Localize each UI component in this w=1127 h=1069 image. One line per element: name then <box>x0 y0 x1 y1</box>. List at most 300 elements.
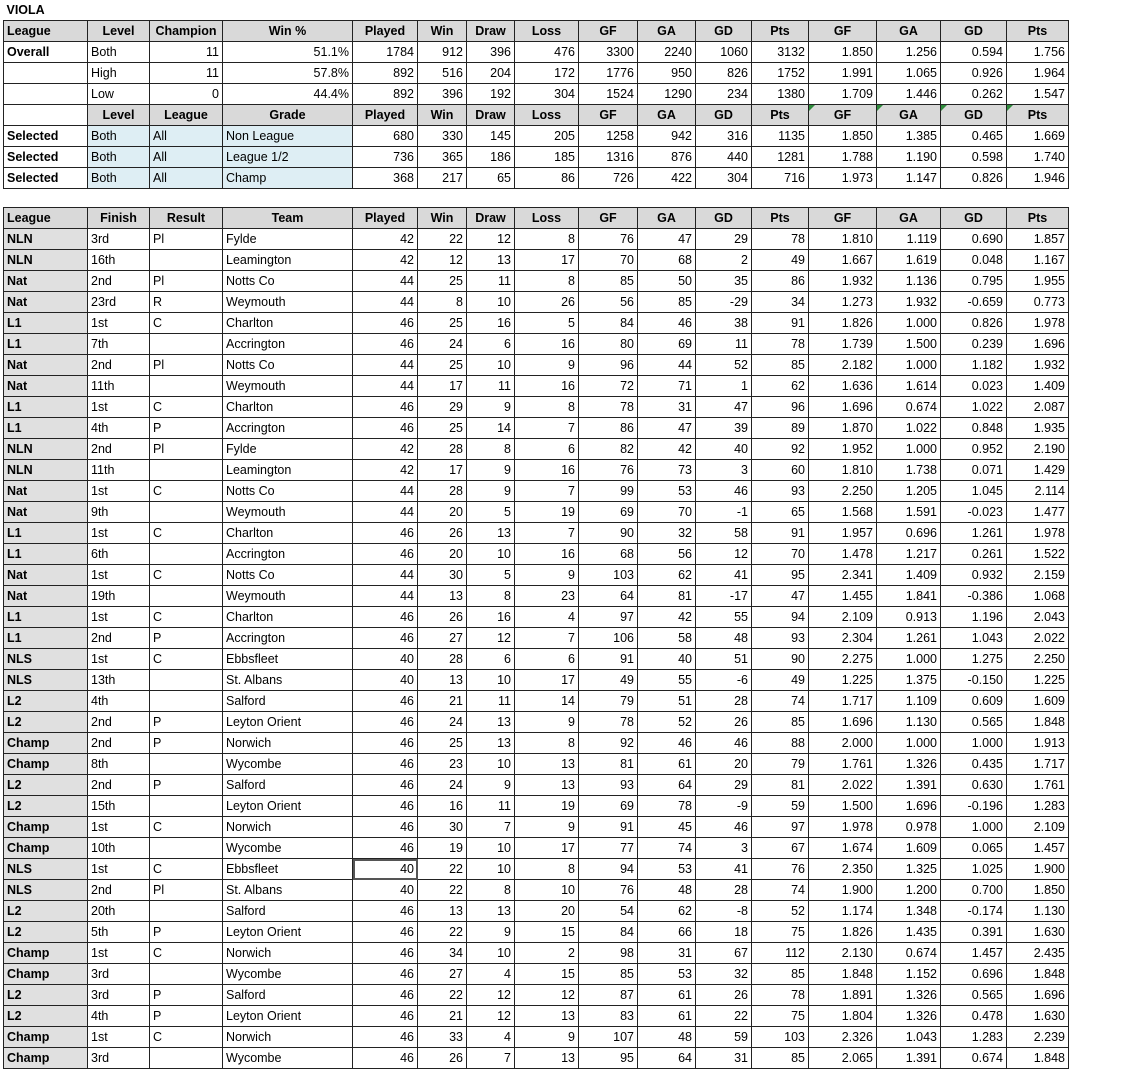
detail-league-cell[interactable]: Champ <box>4 964 88 985</box>
detail-cell[interactable]: 69 <box>579 502 638 523</box>
detail-cell[interactable]: 0.674 <box>941 1048 1007 1069</box>
summary-cell[interactable]: 1.709 <box>809 84 877 105</box>
detail-cell[interactable]: 46 <box>353 1048 418 1069</box>
summary-cell[interactable]: 826 <box>696 63 752 84</box>
detail-cell[interactable]: 107 <box>579 1027 638 1048</box>
detail-cell[interactable]: Norwich <box>223 817 353 838</box>
summary-cell[interactable]: 1290 <box>638 84 696 105</box>
detail-cell[interactable]: -17 <box>696 586 752 607</box>
detail-cell[interactable]: 44 <box>353 292 418 313</box>
summary-cell[interactable]: 950 <box>638 63 696 84</box>
detail-cell[interactable]: 46 <box>353 985 418 1006</box>
detail-cell[interactable]: 7 <box>467 1048 515 1069</box>
detail-cell[interactable]: 2nd <box>88 439 150 460</box>
detail-cell[interactable]: 95 <box>752 565 809 586</box>
detail-cell[interactable]: 1.957 <box>809 523 877 544</box>
detail-cell[interactable]: 2.250 <box>809 481 877 502</box>
detail-cell[interactable]: 1.522 <box>1007 544 1069 565</box>
detail-cell[interactable]: 59 <box>752 796 809 817</box>
detail-cell[interactable]: 47 <box>696 397 752 418</box>
detail-league-cell[interactable]: Champ <box>4 754 88 775</box>
detail-cell[interactable]: C <box>150 943 223 964</box>
detail-cell[interactable]: Weymouth <box>223 292 353 313</box>
detail-league-cell[interactable]: Nat <box>4 355 88 376</box>
detail-cell[interactable]: 59 <box>696 1027 752 1048</box>
detail-cell[interactable]: 1.717 <box>809 691 877 712</box>
detail-cell[interactable]: 1.591 <box>877 502 941 523</box>
detail-cell[interactable]: 29 <box>696 229 752 250</box>
detail-league-cell[interactable]: Champ <box>4 1048 88 1069</box>
detail-cell[interactable]: 0.848 <box>941 418 1007 439</box>
detail-cell[interactable] <box>150 964 223 985</box>
detail-league-cell[interactable]: NLN <box>4 460 88 481</box>
detail-cell[interactable]: 1.761 <box>809 754 877 775</box>
detail-league-cell[interactable]: L1 <box>4 628 88 649</box>
detail-cell[interactable]: Ebbsfleet <box>223 649 353 670</box>
detail-cell[interactable]: 9 <box>467 775 515 796</box>
detail-league-cell[interactable]: NLN <box>4 229 88 250</box>
detail-cell[interactable]: C <box>150 565 223 586</box>
detail-cell[interactable]: 15th <box>88 796 150 817</box>
detail-league-cell[interactable]: Nat <box>4 502 88 523</box>
detail-cell[interactable]: 0.048 <box>941 250 1007 271</box>
detail-cell[interactable]: -29 <box>696 292 752 313</box>
detail-cell[interactable]: 1.810 <box>809 229 877 250</box>
detail-cell[interactable]: 0.239 <box>941 334 1007 355</box>
detail-cell[interactable]: 61 <box>638 754 696 775</box>
detail-cell[interactable]: 29 <box>418 397 467 418</box>
detail-cell[interactable]: 9th <box>88 502 150 523</box>
detail-cell[interactable]: 1.932 <box>809 271 877 292</box>
detail-cell[interactable]: 10 <box>515 880 579 901</box>
detail-cell[interactable]: 26 <box>418 607 467 628</box>
detail-cell[interactable]: 8 <box>515 397 579 418</box>
detail-cell[interactable]: 97 <box>579 607 638 628</box>
selected-header-cell[interactable]: GF <box>809 105 877 126</box>
summary-cell[interactable]: 1524 <box>579 84 638 105</box>
detail-cell[interactable]: 78 <box>579 397 638 418</box>
detail-cell[interactable]: 94 <box>752 607 809 628</box>
detail-cell[interactable]: 1.043 <box>941 628 1007 649</box>
detail-cell[interactable]: 46 <box>353 964 418 985</box>
detail-cell[interactable]: 76 <box>579 880 638 901</box>
detail-cell[interactable]: 71 <box>638 376 696 397</box>
detail-cell[interactable]: 1.614 <box>877 376 941 397</box>
summary-cell[interactable]: 1752 <box>752 63 809 84</box>
summary-header-cell[interactable]: GF <box>579 21 638 42</box>
detail-cell[interactable]: 1.717 <box>1007 754 1069 775</box>
detail-cell[interactable]: 0.478 <box>941 1006 1007 1027</box>
detail-cell[interactable]: Salford <box>223 775 353 796</box>
detail-cell[interactable]: 8 <box>515 271 579 292</box>
detail-cell[interactable]: Pl <box>150 229 223 250</box>
detail-league-cell[interactable]: NLN <box>4 439 88 460</box>
summary-header-cell[interactable]: Win <box>418 21 467 42</box>
detail-cell[interactable]: 17 <box>515 250 579 271</box>
detail-cell[interactable]: 78 <box>579 712 638 733</box>
detail-cell[interactable]: P <box>150 985 223 1006</box>
selected-cell[interactable]: 1.740 <box>1007 147 1069 168</box>
detail-cell[interactable]: 0.932 <box>941 565 1007 586</box>
summary-cell[interactable]: 0.926 <box>941 63 1007 84</box>
selected-header-cell[interactable]: League <box>150 105 223 126</box>
detail-cell[interactable]: 4 <box>467 1027 515 1048</box>
selected-cell[interactable]: 1.669 <box>1007 126 1069 147</box>
detail-cell[interactable]: 1.932 <box>1007 355 1069 376</box>
detail-league-cell[interactable]: L2 <box>4 901 88 922</box>
selected-cell[interactable]: 1.946 <box>1007 168 1069 189</box>
detail-cell[interactable]: 16 <box>515 334 579 355</box>
detail-cell[interactable]: Pl <box>150 355 223 376</box>
summary-header-cell[interactable]: GD <box>941 21 1007 42</box>
detail-cell[interactable]: 15 <box>515 922 579 943</box>
detail-cell[interactable]: 96 <box>579 355 638 376</box>
detail-cell[interactable]: 91 <box>579 817 638 838</box>
selected-cell[interactable]: 1.190 <box>877 147 941 168</box>
detail-cell[interactable]: 40 <box>638 649 696 670</box>
summary-cell[interactable]: 11 <box>150 42 223 63</box>
detail-cell[interactable]: Wycombe <box>223 754 353 775</box>
detail-cell[interactable]: 19th <box>88 586 150 607</box>
detail-league-cell[interactable]: L2 <box>4 775 88 796</box>
detail-cell[interactable]: 41 <box>696 565 752 586</box>
detail-cell[interactable]: 85 <box>579 964 638 985</box>
detail-cell[interactable]: 99 <box>579 481 638 502</box>
selected-cell[interactable]: 1258 <box>579 126 638 147</box>
detail-cell[interactable]: 17 <box>515 838 579 859</box>
detail-cell[interactable]: 1st <box>88 1027 150 1048</box>
detail-cell[interactable]: 93 <box>752 481 809 502</box>
detail-cell[interactable]: 46 <box>353 628 418 649</box>
detail-cell[interactable]: 1.810 <box>809 460 877 481</box>
detail-cell[interactable]: 2.109 <box>1007 817 1069 838</box>
selected-cell[interactable]: All <box>150 147 223 168</box>
detail-cell[interactable]: 44 <box>353 565 418 586</box>
detail-cell[interactable]: 86 <box>752 271 809 292</box>
detail-cell[interactable]: 4 <box>515 607 579 628</box>
detail-cell[interactable] <box>150 250 223 271</box>
detail-cell[interactable]: 0.696 <box>941 964 1007 985</box>
detail-cell[interactable]: 2.000 <box>809 733 877 754</box>
detail-cell[interactable]: 62 <box>752 376 809 397</box>
detail-cell[interactable]: 10th <box>88 838 150 859</box>
detail-cell[interactable]: 51 <box>696 649 752 670</box>
detail-cell[interactable]: 44 <box>638 355 696 376</box>
detail-cell[interactable]: 5 <box>467 565 515 586</box>
detail-cell[interactable]: 50 <box>638 271 696 292</box>
detail-cell[interactable]: 51 <box>638 691 696 712</box>
detail-cell[interactable]: 2nd <box>88 880 150 901</box>
detail-cell[interactable]: -0.196 <box>941 796 1007 817</box>
selected-header-cell[interactable]: Grade <box>223 105 353 126</box>
detail-cell[interactable]: 44 <box>353 481 418 502</box>
detail-cell[interactable]: 1.325 <box>877 859 941 880</box>
detail-cell[interactable]: 24 <box>418 334 467 355</box>
selected-cell[interactable]: 1.850 <box>809 126 877 147</box>
detail-cell[interactable]: 28 <box>418 439 467 460</box>
detail-cell[interactable]: 23rd <box>88 292 150 313</box>
detail-cell[interactable]: 30 <box>418 565 467 586</box>
detail-cell[interactable]: Weymouth <box>223 586 353 607</box>
detail-cell[interactable]: 44 <box>353 271 418 292</box>
detail-cell[interactable]: C <box>150 481 223 502</box>
detail-cell[interactable]: 1.900 <box>809 880 877 901</box>
detail-cell[interactable]: 1.850 <box>1007 880 1069 901</box>
detail-cell[interactable]: 60 <box>752 460 809 481</box>
detail-header-cell[interactable]: Loss <box>515 208 579 229</box>
summary-cell[interactable]: 1.850 <box>809 42 877 63</box>
selected-cell[interactable]: 1135 <box>752 126 809 147</box>
detail-cell[interactable]: 46 <box>353 523 418 544</box>
summary-header-cell[interactable]: GD <box>696 21 752 42</box>
selected-cell[interactable]: 0.598 <box>941 147 1007 168</box>
detail-cell[interactable]: 74 <box>752 880 809 901</box>
detail-cell[interactable]: 1.275 <box>941 649 1007 670</box>
detail-league-cell[interactable]: NLS <box>4 649 88 670</box>
summary-header-cell[interactable]: Played <box>353 21 418 42</box>
selected-cell[interactable]: 1.147 <box>877 168 941 189</box>
detail-cell[interactable]: 12 <box>696 544 752 565</box>
detail-cell[interactable]: 75 <box>752 1006 809 1027</box>
detail-cell[interactable]: C <box>150 313 223 334</box>
summary-header-cell[interactable]: Draw <box>467 21 515 42</box>
detail-cell[interactable]: 2nd <box>88 271 150 292</box>
detail-cell[interactable]: 10 <box>467 754 515 775</box>
detail-cell[interactable]: 25 <box>418 313 467 334</box>
detail-cell[interactable] <box>150 901 223 922</box>
detail-header-cell[interactable]: GF <box>579 208 638 229</box>
detail-cell[interactable]: 91 <box>752 313 809 334</box>
detail-cell[interactable]: 73 <box>638 460 696 481</box>
detail-cell[interactable]: 17 <box>418 460 467 481</box>
detail-cell[interactable]: 1st <box>88 817 150 838</box>
detail-cell[interactable]: 1.477 <box>1007 502 1069 523</box>
detail-cell[interactable]: 1.848 <box>1007 712 1069 733</box>
selected-cell[interactable]: 330 <box>418 126 467 147</box>
detail-cell[interactable]: 61 <box>638 1006 696 1027</box>
selected-cell[interactable]: 316 <box>696 126 752 147</box>
summary-row-label[interactable]: Overall <box>4 42 88 63</box>
detail-cell[interactable]: 1st <box>88 481 150 502</box>
selected-header-cell[interactable]: Draw <box>467 105 515 126</box>
detail-cell[interactable]: 1.200 <box>877 880 941 901</box>
detail-cell[interactable]: 81 <box>579 754 638 775</box>
detail-cell[interactable]: 90 <box>579 523 638 544</box>
selected-cell[interactable]: 0.465 <box>941 126 1007 147</box>
detail-cell[interactable]: 0.630 <box>941 775 1007 796</box>
detail-cell[interactable]: Accrington <box>223 418 353 439</box>
detail-cell[interactable]: 42 <box>638 439 696 460</box>
summary-cell[interactable]: 1.547 <box>1007 84 1069 105</box>
detail-league-cell[interactable]: NLS <box>4 880 88 901</box>
detail-cell[interactable]: 11 <box>467 691 515 712</box>
detail-cell[interactable]: 32 <box>638 523 696 544</box>
summary-cell[interactable]: 1.756 <box>1007 42 1069 63</box>
detail-cell[interactable]: 87 <box>579 985 638 1006</box>
detail-cell[interactable]: 2.350 <box>809 859 877 880</box>
detail-cell[interactable]: 8 <box>418 292 467 313</box>
detail-cell[interactable]: 5 <box>467 502 515 523</box>
detail-cell[interactable]: 70 <box>638 502 696 523</box>
detail-cell[interactable]: 22 <box>418 229 467 250</box>
detail-cell[interactable]: 1.326 <box>877 985 941 1006</box>
detail-cell[interactable]: 97 <box>752 817 809 838</box>
detail-cell[interactable]: 25 <box>418 418 467 439</box>
detail-cell[interactable]: 44 <box>353 376 418 397</box>
detail-league-cell[interactable]: L1 <box>4 418 88 439</box>
summary-cell[interactable]: 1.446 <box>877 84 941 105</box>
detail-cell[interactable]: 21 <box>418 691 467 712</box>
detail-cell[interactable]: 46 <box>353 733 418 754</box>
detail-header-cell[interactable]: Result <box>150 208 223 229</box>
detail-header-cell[interactable]: GA <box>877 208 941 229</box>
detail-cell[interactable]: 88 <box>752 733 809 754</box>
detail-cell[interactable]: Salford <box>223 985 353 1006</box>
detail-league-cell[interactable]: NLN <box>4 250 88 271</box>
detail-cell[interactable]: 53 <box>638 964 696 985</box>
detail-cell[interactable]: 77 <box>579 838 638 859</box>
detail-cell[interactable]: 7 <box>515 418 579 439</box>
detail-cell[interactable]: 2nd <box>88 775 150 796</box>
detail-cell[interactable]: 1.196 <box>941 607 1007 628</box>
detail-cell[interactable]: P <box>150 922 223 943</box>
detail-cell[interactable]: 46 <box>353 544 418 565</box>
detail-cell[interactable]: 68 <box>638 250 696 271</box>
selected-cell[interactable]: 1316 <box>579 147 638 168</box>
detail-cell[interactable]: 11 <box>467 376 515 397</box>
detail-cell[interactable]: 92 <box>752 439 809 460</box>
summary-cell[interactable]: 204 <box>467 63 515 84</box>
detail-cell[interactable]: 61 <box>638 985 696 1006</box>
detail-cell[interactable]: 39 <box>696 418 752 439</box>
detail-cell[interactable]: 13 <box>467 250 515 271</box>
detail-league-cell[interactable]: Nat <box>4 271 88 292</box>
detail-cell[interactable]: 4th <box>88 691 150 712</box>
detail-cell[interactable]: 74 <box>638 838 696 859</box>
detail-cell[interactable]: Charlton <box>223 313 353 334</box>
detail-cell[interactable]: 0.952 <box>941 439 1007 460</box>
selected-cell[interactable]: 186 <box>467 147 515 168</box>
detail-cell[interactable]: P <box>150 775 223 796</box>
detail-cell[interactable]: 78 <box>752 229 809 250</box>
detail-cell[interactable]: 28 <box>418 649 467 670</box>
detail-cell[interactable]: 26 <box>696 712 752 733</box>
detail-cell[interactable]: 0.065 <box>941 838 1007 859</box>
selected-cell[interactable]: 440 <box>696 147 752 168</box>
detail-cell[interactable]: 40 <box>353 880 418 901</box>
detail-cell[interactable]: 1.136 <box>877 271 941 292</box>
detail-cell[interactable]: 26 <box>696 985 752 1006</box>
detail-cell[interactable]: 46 <box>638 313 696 334</box>
detail-cell[interactable]: 16 <box>515 544 579 565</box>
detail-cell[interactable]: 98 <box>579 943 638 964</box>
detail-cell[interactable]: 1.022 <box>877 418 941 439</box>
detail-cell[interactable]: 89 <box>752 418 809 439</box>
detail-cell[interactable]: 64 <box>638 775 696 796</box>
detail-cell[interactable]: 46 <box>353 712 418 733</box>
detail-cell[interactable]: 20 <box>418 502 467 523</box>
detail-cell[interactable]: 20 <box>696 754 752 775</box>
detail-cell[interactable]: 2.159 <box>1007 565 1069 586</box>
detail-cell[interactable]: 28 <box>696 880 752 901</box>
detail-cell[interactable]: 0.696 <box>877 523 941 544</box>
detail-cell[interactable]: 1.870 <box>809 418 877 439</box>
detail-cell[interactable] <box>150 754 223 775</box>
detail-cell[interactable]: 1.952 <box>809 439 877 460</box>
detail-cell[interactable]: Charlton <box>223 607 353 628</box>
detail-cell[interactable]: 1.609 <box>877 838 941 859</box>
detail-cell[interactable]: 70 <box>579 250 638 271</box>
detail-cell[interactable]: 46 <box>353 1006 418 1027</box>
detail-cell[interactable]: 16 <box>418 796 467 817</box>
detail-cell[interactable]: 11 <box>696 334 752 355</box>
detail-league-cell[interactable]: L2 <box>4 691 88 712</box>
detail-cell[interactable]: 9 <box>467 397 515 418</box>
detail-cell[interactable]: 1.391 <box>877 775 941 796</box>
summary-cell[interactable]: 396 <box>467 42 515 63</box>
detail-cell[interactable] <box>150 334 223 355</box>
detail-league-cell[interactable]: Nat <box>4 376 88 397</box>
detail-cell[interactable]: 82 <box>579 439 638 460</box>
detail-header-cell[interactable]: Pts <box>1007 208 1069 229</box>
detail-cell[interactable]: 40 <box>353 670 418 691</box>
summary-row-label[interactable] <box>4 63 88 84</box>
detail-cell[interactable]: 42 <box>353 229 418 250</box>
detail-cell[interactable]: 1st <box>88 607 150 628</box>
detail-cell[interactable]: 19 <box>515 796 579 817</box>
summary-cell[interactable]: 57.8% <box>223 63 353 84</box>
detail-cell[interactable]: 1.841 <box>877 586 941 607</box>
detail-cell[interactable]: 8 <box>515 859 579 880</box>
detail-cell[interactable]: 2.435 <box>1007 943 1069 964</box>
detail-cell[interactable]: 85 <box>752 712 809 733</box>
detail-league-cell[interactable]: L2 <box>4 712 88 733</box>
detail-cell[interactable]: 18 <box>696 922 752 943</box>
detail-cell[interactable]: 3rd <box>88 985 150 1006</box>
detail-cell[interactable]: 26 <box>515 292 579 313</box>
detail-cell[interactable]: 12 <box>467 985 515 1006</box>
detail-cell[interactable]: 76 <box>752 859 809 880</box>
detail-cell[interactable]: 10 <box>467 544 515 565</box>
detail-cell[interactable]: 55 <box>638 670 696 691</box>
detail-cell[interactable]: 1.848 <box>1007 1048 1069 1069</box>
detail-cell[interactable]: 0.435 <box>941 754 1007 775</box>
detail-cell[interactable]: 9 <box>467 481 515 502</box>
detail-cell[interactable]: Accrington <box>223 334 353 355</box>
detail-cell[interactable]: 1.109 <box>877 691 941 712</box>
detail-cell[interactable]: 52 <box>696 355 752 376</box>
detail-cell[interactable]: 1st <box>88 313 150 334</box>
detail-league-cell[interactable]: L1 <box>4 313 88 334</box>
detail-league-cell[interactable]: Champ <box>4 838 88 859</box>
detail-cell[interactable]: 7 <box>467 817 515 838</box>
detail-cell[interactable]: 1.326 <box>877 1006 941 1027</box>
detail-header-cell[interactable]: GA <box>638 208 696 229</box>
detail-cell[interactable]: 10 <box>467 355 515 376</box>
summary-cell[interactable]: Both <box>88 42 150 63</box>
detail-cell[interactable]: Notts Co <box>223 355 353 376</box>
detail-cell[interactable]: 46 <box>353 922 418 943</box>
summary-cell[interactable]: 51.1% <box>223 42 353 63</box>
detail-cell[interactable]: 103 <box>752 1027 809 1048</box>
detail-cell[interactable]: 1.619 <box>877 250 941 271</box>
detail-cell[interactable]: 48 <box>638 880 696 901</box>
detail-cell[interactable]: 29 <box>696 775 752 796</box>
detail-cell[interactable]: 1.696 <box>809 397 877 418</box>
detail-league-cell[interactable]: L1 <box>4 607 88 628</box>
detail-cell[interactable]: St. Albans <box>223 880 353 901</box>
selected-cell[interactable]: Both <box>88 126 150 147</box>
